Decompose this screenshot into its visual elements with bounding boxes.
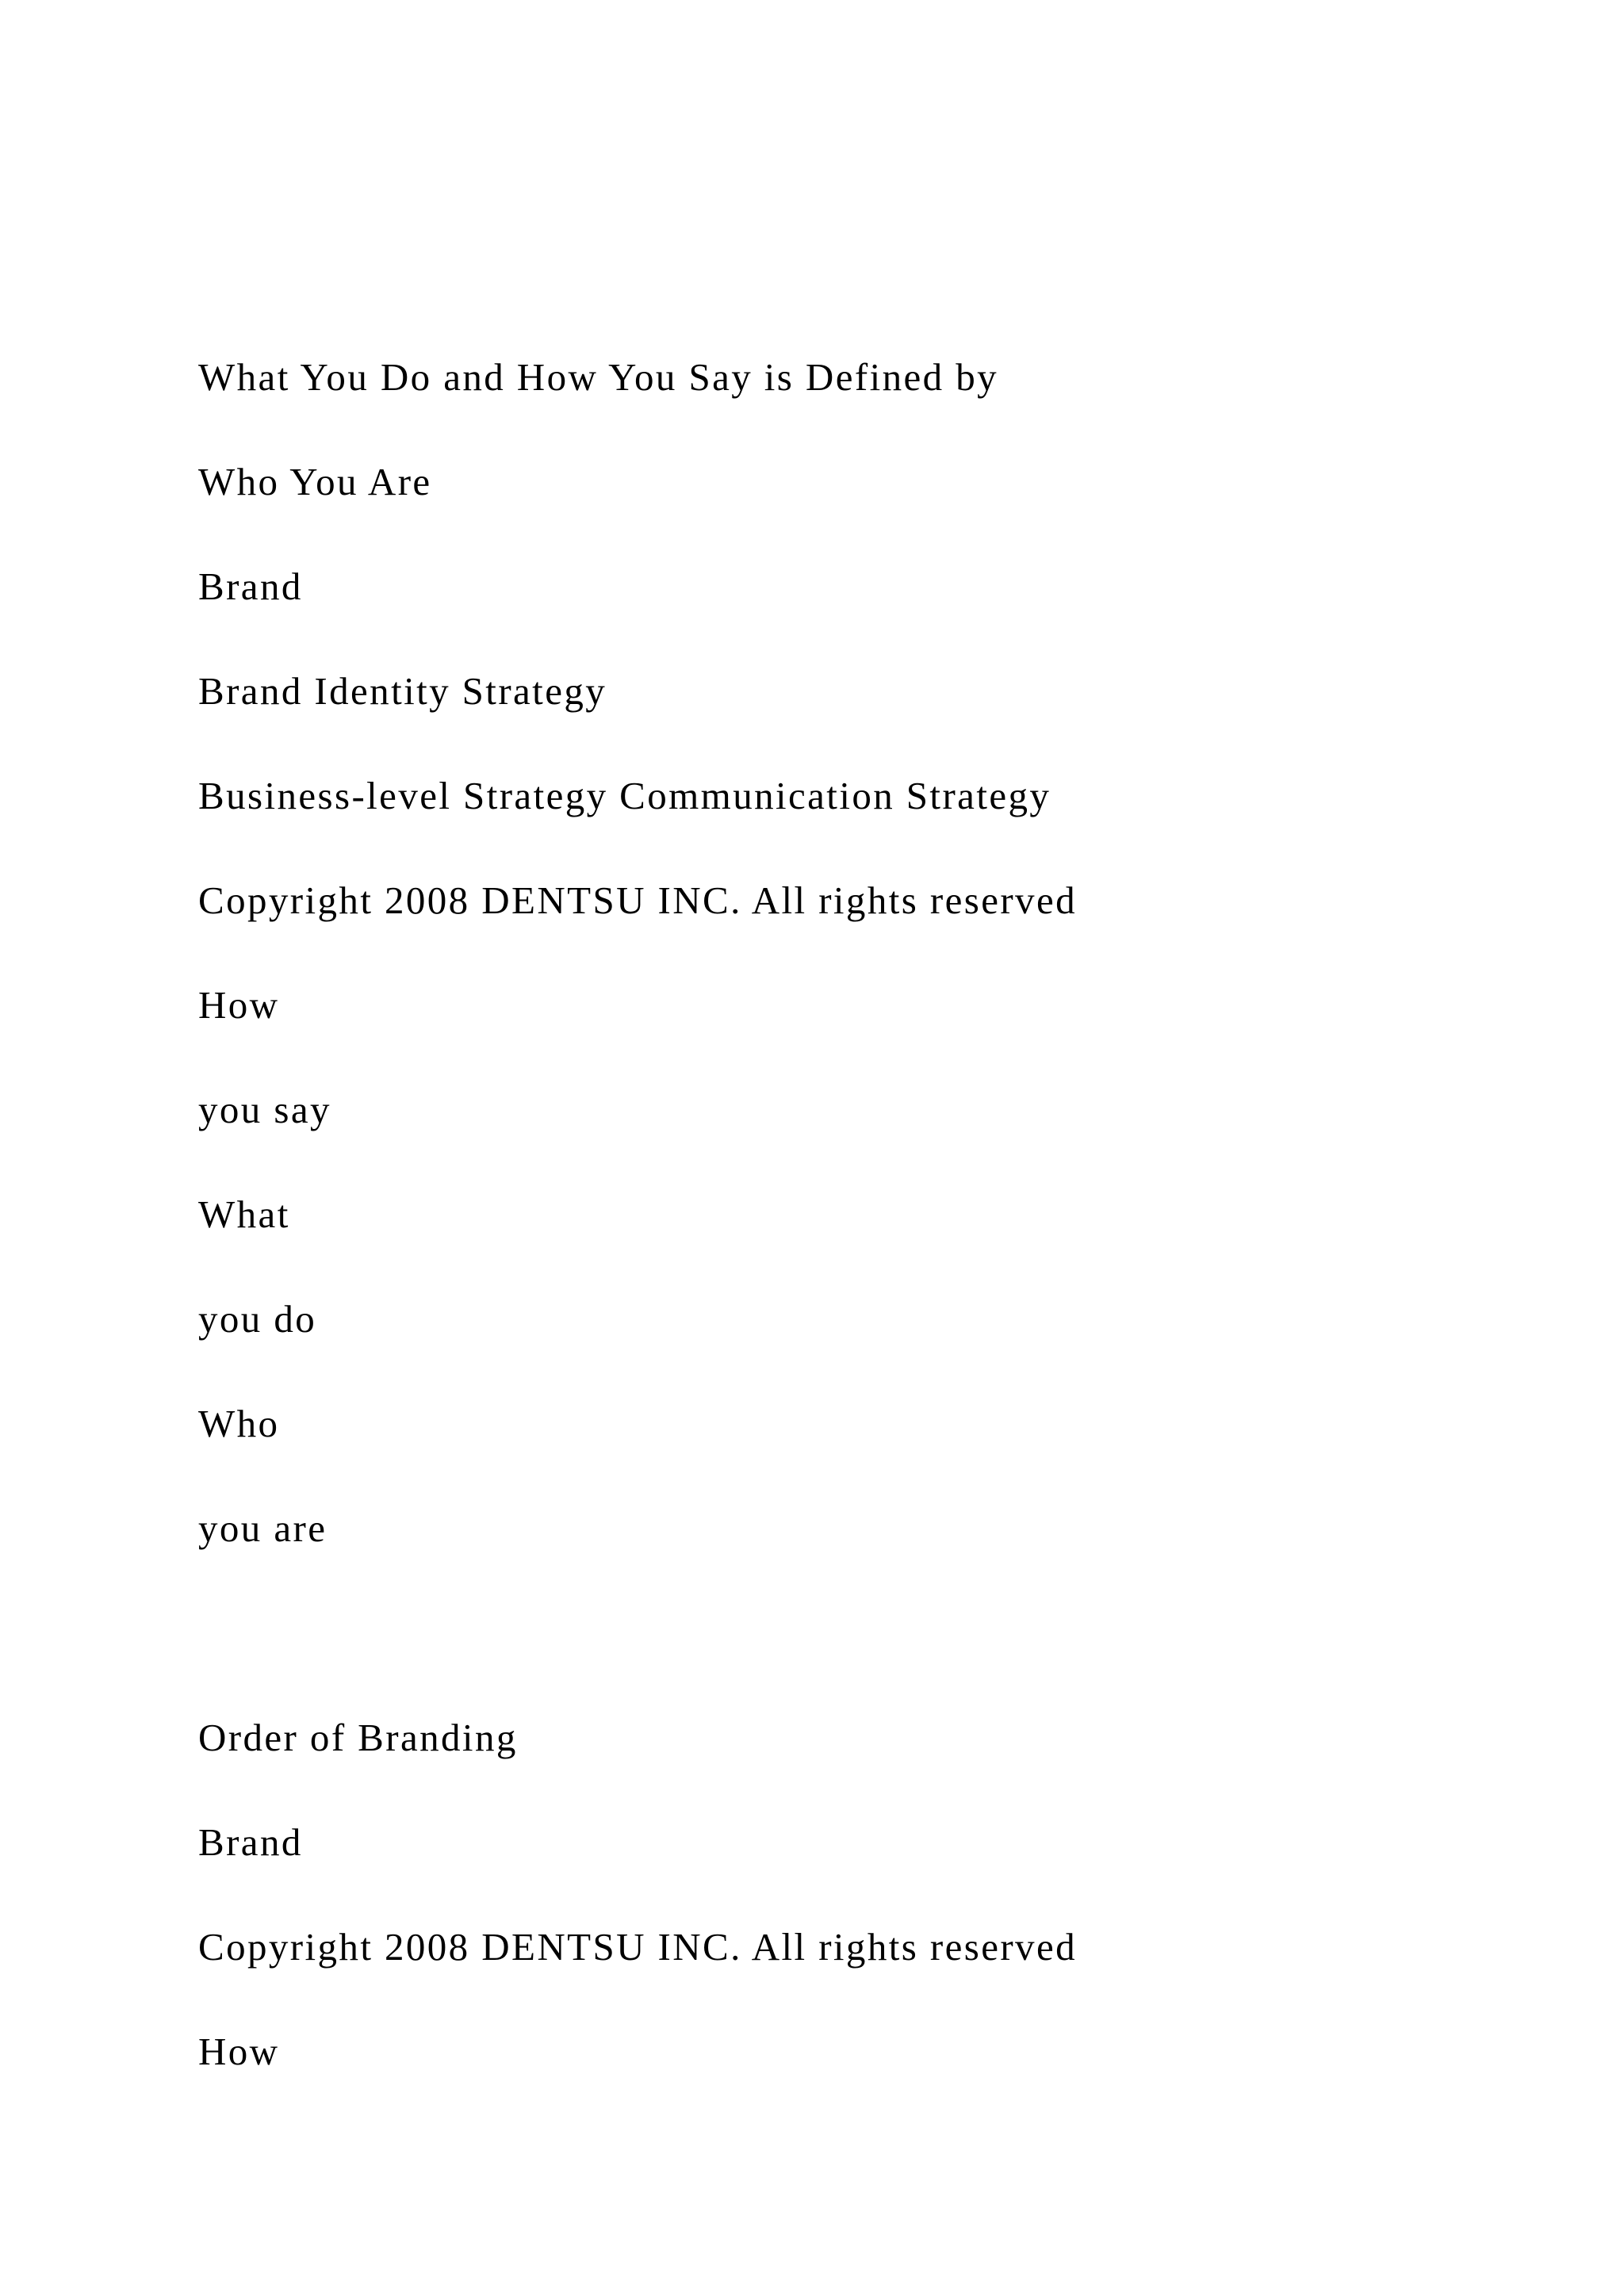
text-line: Brand Identity Strategy [198, 669, 607, 713]
text-line: you are [198, 1506, 327, 1550]
text-line: Who [198, 1402, 280, 1445]
text-line: you say [198, 1088, 331, 1131]
text-line: Brand [198, 564, 303, 608]
copyright-line: Copyright 2008 DENTSU INC. All rights reserved [198, 878, 1078, 922]
heading-line-2: Who You Are [198, 460, 432, 503]
text-line: Business-level Strategy Communication Strategy [198, 774, 1051, 817]
text-line: How [198, 983, 280, 1027]
text-line: What [198, 1192, 290, 1236]
heading-line-1: What You Do and How You Say is Defined by [198, 355, 998, 399]
text-line: How [198, 2030, 280, 2073]
section-heading: Order of Branding [198, 1716, 518, 1759]
text-line: you do [198, 1297, 317, 1341]
copyright-line: Copyright 2008 DENTSU INC. All rights reserved [198, 1925, 1078, 1969]
text-line: Brand [198, 1820, 303, 1864]
